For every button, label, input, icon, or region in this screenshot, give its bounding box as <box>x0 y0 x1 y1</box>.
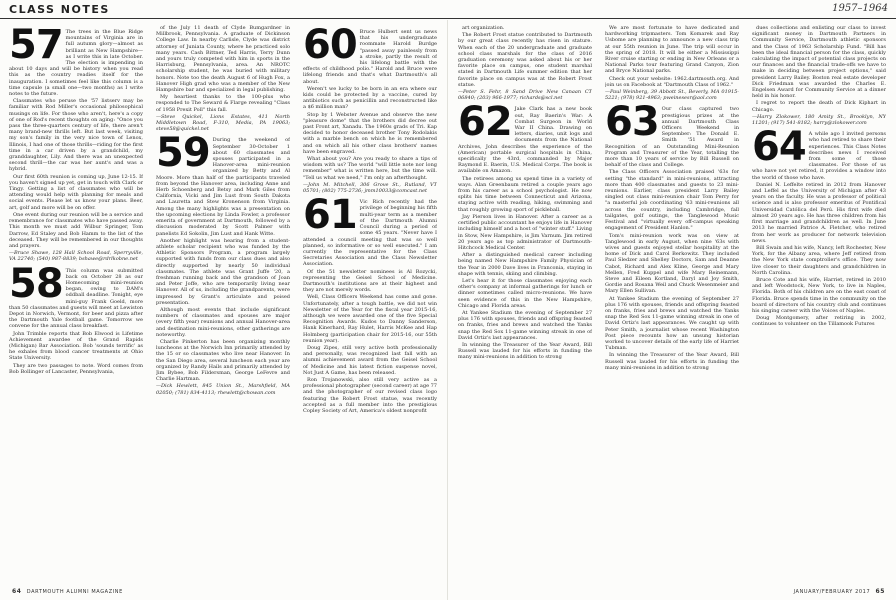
paragraph: dues collections and enlisting our class to invest significant money in Dartmouth Partners in Community Service, Dartmouth athletic sponsors and the Class of 1963 Scholarship Fund. "Bill has been the ideal financial person for the class, quickly calculating the impact of potential class projects on our finances and the financial trade-offs we have to make in deciding between project options," said president Larry Bailey. Boston real estate developer Dick Friedman was awarded the Charles E. Engelsen Award for Community Service at a dinner held in his honor. <box>752 25 886 100</box>
paragraph: After a distinguished medical career including being named New Hampshire Family Physician of the Year in 2000 Dave lives in Franconia, staying in shape with tennis, skiing and climbing. <box>458 252 592 277</box>
right-column-2 <box>605 25 739 582</box>
paragraph: Check out your website: 1962.dartmouth.org. And join us on Facebook at "Dartmouth Class of 1962." <box>605 75 739 88</box>
class-year-number: 59 <box>156 130 210 177</box>
paragraph: Doug Montgomery, after retiring in 2002, continues to volunteer on the Tillamook Futures <box>752 315 886 328</box>
header-rule <box>0 18 896 19</box>
paragraph: Weren't we lucky to be born in an era where our kids could be protected by a vaccine, cured by antibiotics such as penicillin and reconstructed like a $6 million man? <box>303 85 437 111</box>
class-secretary-signature: —Harry Zlokower, 180 Amity St., Brooklyn, NY 11201; (917) 541-8182; harry@zlokower.com <box>752 113 886 127</box>
class-secretary-signature: —Paul Weinberg, 39 Abbott St., Beverly, MA 01915-5221; (978) 921-4963; pweinesesr@aol.com <box>605 89 739 102</box>
left-page-number: 64 <box>12 588 22 595</box>
paragraph: Stop by 1 Webster Avenue and observe the new "pleasure dome" that the brothers did decree out past Front art, Xanadu. The 1960s grads of Tri. Kap decided to honor deceased brother Tony Rodolakis with a marble bench on which he is remembered and on which all his other class brothers' names have been engraved. <box>303 111 437 155</box>
paragraph: The Class Officers Association praised '63s for setting "the standard" in mini-reunions, attracting more than 400 classmates and guests to 23 mini-reunions. Earlier, class president Larry Bailey singled out class mini-reunion chair Tom Perry for "a masterful job coordinating '63 mini-reunions all across the country, including Cambridge, fall tailgates, golf outings, the Tanglewood Music Festival and "virtually every off-campus speaking engagement of President Hanlon." <box>605 169 739 232</box>
paragraph: Tom's mini-reunion work was on view at Tanglewood in early August, when nine '63s with wives and guests enjoyed stellar hospitality at the home of Dick and Carol Berkowitz. They included Paul Sledzer and Shelley Doctors, Sam and Deanne Cabot, Richard and Alex Kline, George and Mary Mellen, Fred Kuppel and wife Mary Reinemann, Steve and Eileen Kortland, Daryl and Joy Smith, Gordie and Rosana Weil and Chuck Wesenmeier and Mary Ellen Sullivan. <box>605 232 739 295</box>
class-year-number: 57 <box>9 25 63 68</box>
class-entry <box>303 25 437 85</box>
paragraph: One event during our reunion will be a service and remembrance for classmates who have passed away. This month we must add Wilbur Springer, Tom Darrow, Ed Staley and Bob Hamm to the list of the deceased. They will be remembered in our thoughts and prayers. <box>9 211 143 249</box>
paragraph: Ron Trojanowski, also still very active as a professional photographer (second career) at age 77 and the photographer of our revised class logo featuring the Robert Frost statue, was recently accepted as a full member into the prestigious Copley Society of Art, America's oldest nonprofit <box>303 376 437 414</box>
issue-date: JANUARY/FEBRUARY 2017 <box>793 589 871 595</box>
class-secretary-signature: —Steve Quickel, Lions Estates, 411 North Middletown Road, F-310, Media, PA 19063; steve58@quickel.net <box>156 113 290 133</box>
paragraph: Our first 60th reunion is coming up, June 12-15. If you haven't signed up yet, get in touch with Clark or Tingy. Getting a list of classmates who will be attending would help with planning for meals and social events. Please let us know your plans. Beer, art, golf and more will be on offer. <box>9 173 143 211</box>
class-entry <box>9 260 143 330</box>
page-gutter <box>447 20 448 600</box>
entry-text: The trees in the Blue Ridge mountains of Virginia are in full autumn glory—almost as brilliant as New Hampshire—as I write this in late October. The election is impending in about 10 days and will be history when you read this as the country readies itself for the inauguration. I sometimes feel like this column is a time capsule (a small one—two months) as I write notes to the future. <box>9 29 143 98</box>
publication-name: DARTMOUTH ALUMNI MAGAZINE <box>26 589 123 595</box>
class-year-number: 61 <box>303 192 357 239</box>
left-column-2 <box>156 25 290 582</box>
class-entry <box>156 130 290 237</box>
paragraph: Of the 51 newsletter nominees is Al Rozycki, representing the Geisel School of Medicine. Dartmouth's institutions are at their highest and they are not merely words. <box>303 268 437 294</box>
paragraph: Jay Pierson lives in Hanover. After a career as a certified public accountant he enjoys life in Hanover including himself and a host of "winter stuff." Living in Stow, New Hampshire, is Jim Varnum. Jim retired 20 years ago as top administrator of Dartmouth-Hitchcock Medical Center. <box>458 213 592 251</box>
paragraph: Charlie Pinkerton has been organizing monthly luncheons at the Norwich Inn primarily attended by the 15 or so classmates who live near Hanover. In the San Diego area, several luncheon each year are organized by Randy Hails and primarily attended by Jim Bybee, Bob Fildersman, George LeFevre and Charlie Hartman. <box>156 338 290 383</box>
class-entry <box>458 99 592 175</box>
right-page-number: 65 <box>875 588 885 595</box>
class-entry <box>605 99 739 169</box>
right-column-1 <box>458 25 592 582</box>
class-secretary-signature: —John M. Mitchell, 306 Grove St., Rutland, VT 05701; (802) 775-2736; jmm10033@comcast.net <box>303 181 437 195</box>
paragraph: What about you? Are you ready to share a tips of wisdom with us? The world "will little note nor long remember" what is written here, but the time will. "Tell us what we need," I'm only an afterthought. <box>303 156 437 181</box>
left-column-1 <box>9 25 143 582</box>
paragraph: We are most fortunate to have dedicated and hardworking tripmasters. Tom Komarek and Ray Usbome are planning to announce a new class trip at our 55th reunion in June. The trip will occur in the spring of 2018. It will be either a Mississippi River cruise starting or ending in New Orleans or a National Parks tour featuring Grand Canyon, Zion and Bryce National parks. <box>605 25 739 75</box>
paragraph: They are two passages to note. Word comes from Bob Bollinger of Lancaster, Pennsylvania, <box>9 362 143 375</box>
footer-left <box>9 588 123 595</box>
left-page <box>9 25 438 582</box>
class-year-number: 58 <box>9 260 63 307</box>
class-entry <box>752 124 886 181</box>
class-year-number: 60 <box>303 25 357 68</box>
class-entry <box>9 25 143 98</box>
class-years-range: 1957–1964 <box>832 3 888 14</box>
entry-text: Our class captured two prestigious prizes at the annual Dartmouth Class Officers Weekend in September: The Donald E. Smith '51 Award in Recognition of an Outstanding Mini-Reunion Program and Treasurer of the Year, totalling the more than 10 years of service by Bill Russell on behalf of the class and College. <box>605 106 739 169</box>
paragraph: At Yankee Stadium the evening of September 27 plus 176 with spouses, friends and offspring feasted on franks, fries and brews and watched the Yanks snap the Red Sox 11-game winning streak in one of David Ortiz's last appearances. We caught up with Peter Smith, a journalist whose recent Washington Post piece recounts how an unsung historian worked to uncover details of the early life of Harriet Tubman. <box>605 295 739 352</box>
entry-text: Jake Clark has a new book out, Ray Baerin's War: A Combat Surgeon in World War II China. Drawing on letters, diaries, unit logs and documents from the National Archives, John describes the experience of the (American) portable surgical hospitals in China, specifically the 43rd, commanded by Major Raymond E. Baerin, U.S. Medical Corps. The book is available on Amazon. <box>458 106 592 175</box>
class-year-number: 64 <box>752 124 806 171</box>
class-entry <box>303 192 437 268</box>
paragraph: My heartiest thanks to the 100-plus who responded to The Seward & Flarge revealing "Class of 1958 Prexit Poll" this fall. <box>156 94 290 113</box>
left-column-3 <box>303 25 437 582</box>
paragraph: of the July 11 death of Clyde Bumgardner in Millbrook, Pennsylvania. A graduate of Dickinson College Law. In nearby Carlisle, Clyde was district attorney of Juniata County, where he practiced solo many years. Cash Bittner, Ted Harris, Terry Dunn and yours truly competed with him in sports in the Harrisburg, Pennsylvania, area. An NROTC scholarship student, he was buried with military honors. Note too the death August 6 of Hugh Fox, a Hanover High grad who was a member of the New Hampshire bar and specialized in legal publishing. <box>156 25 290 94</box>
paragraph: John Trimble reports that Bob Elwood is Lifetime Achievement awardee of the Grand Rapids (Michigan) Bar Association. Bob 'sounds terrific' as he exhales from blood cancer treatments at Ohio State University. <box>9 330 143 362</box>
right-column-3 <box>752 25 886 582</box>
paragraph: Although most events that include significant numbers of classmates and spouses are major (every fifth year) reunions and annual Hanover-area and destination mini-reunions, other gatherings are noteworthy. <box>156 306 290 338</box>
entry-text: This column was submitted back on October 28 as our Homecoming mini-reunion began, owing to DAM's oddball deadline. Tonight, eye mini-guy Frank Goeld, more than 50 classmates and guests will meet at Lewiston Depot in Norwich, Vermont, for beer and pizza after the Dartmouth Yale football game. Tomorrow we convene for the annual class breakfast. <box>9 267 143 330</box>
paragraph: Doug Zipes, still very active both professionally and personally, was recognized last fall with an alumni achievement award from the Geisel School of Medicine and his latest fiction suspense novel, Not Just A Game, has been released. <box>303 344 437 376</box>
paragraph: Daniel N. Leffelte retired in 2012 from Hanover and Leffel as the University of Michigan after 43 years on the faculty. He was a professor of political science and is also professor emeritus of Pontifical Universidad Católica del Perú. His first wife died almost 20 years ago. He has three children from his first marriage and grandchildren as well. In June 2013 he married Patrice A. Fletcher, who retired from her work as producer for network television news. <box>752 181 886 244</box>
page-footer <box>0 586 896 600</box>
paragraph: In winning the Treasurer of the Year Award, Bill Russell was lauded for his efforts in funding the many mini-reunions in addition to strong <box>605 352 739 371</box>
footer-right <box>794 588 888 595</box>
right-page <box>458 25 887 582</box>
paragraph: At Yankee Stadium the evening of September 27 plus 176 with spouses, friends and offspring feasted on franks, fries and brews and watched the Yanks snap the Red Sox 11-game winning streak in one of David Ortiz's last appearances. <box>458 309 592 341</box>
class-secretary-signature: —Bruce Shawe, 128 Hall School Road, Sperryville, VA 22740; (540) 987-8839; bshawe@rdrlkobne.net <box>9 250 143 263</box>
paragraph: The retirees among us spend time in a variety of ways. Alan Greenbaum retired a couple years ago from his career as a school psychologist. He now splits his time between Connecticut and Arizona, staying active with reading, hiking, swimming and that roughly growing sport of pickleball. <box>458 175 592 213</box>
class-year-number: 62 <box>458 99 512 146</box>
class-secretary-signature: —Peter S. Fehr, 8 Sand Drive New Canaan CT 06840; (203) 966-1977; richards@scl.net <box>458 89 592 102</box>
paragraph: Another highlight was hearing from a student-athlete scholar recipient who was funded by the Athletic Sponsors Program, a program largely supported with funds from our class dues and also directly supported by nearly 50 individual classmates. The athlete was Grant Juffe '20, a freshman running back and the grandson of Joan and Peter Joffe, who are temporarily living near Hanover. All of us, including the grandparents, were impressed by Grant's articulate and poised presentation. <box>156 237 290 306</box>
entry-text: Bruce Hulbert sent us news that his undergraduate roommate Harold Burdge "passed away painlessly from a stroke, partly the result of his lifelong battle with the effects of childhood polio." Harold and Bruce were lifelong friends and that's what Dartmouth's all about. <box>303 29 437 85</box>
page-header <box>0 0 896 18</box>
paragraph: In winning the Treasurer of the Year Award, Bill Russell was lauded for his efforts in funding the many mini-reunions in addition to strong <box>458 341 592 361</box>
paragraph: Classmates who peruse the '57 listserv may be familiar with Rod Miller's occasional philosophical musings on life. For those who aren't, here's a copy of one of Rod's recent thoughts on aging: "Once you pass the three-quarters century of life, there aren't many brand-new thrills left. But last week, visiting my son's family in the very nice town of Lenox, Illinois, I had one of those thrills—riding for the first time in a car driven by a grandchild, my granddaughter, Lily. And there was an unexpected second thrill—the car was her aunt's and was a hybrid. <box>9 98 143 173</box>
entry-text: A while ago I invited persons who had retired to share their experiences. This Class Notes describes news I received from some of those classmates. For those of us who have not yet retired, it provides a window into the world of those who have. <box>752 131 886 181</box>
entry-text: Vic Rich recently had the privilege of beginning his fifth multi-year term as a member of the Dartmouth Alumni Council during a period of some 45 years. "Never have I attended a council meeting that was so well planned, so informative or so well executed." I am currently the representative for the Class Secretaries Association and the Class Newsletter Association. <box>303 199 437 268</box>
paragraph: Bruce Cote and his wife, Harriet, retired in 2010 and left Woodstock, New York, to live in Naples, Florida. Both of his children are on the east coast of Florida. Bruce spends time in the community on the board of directors of his country club and continues his singing career with the Voices of Naples. <box>752 276 886 314</box>
section-title: CLASS NOTES <box>9 3 110 16</box>
class-secretary-signature: —Dick Hewlett, 845 Union St., Marshfield, MA 02050; (781) 834-4113; rhewlett@chowan.com <box>156 383 290 396</box>
entry-text: During the weekend of September 30-October 1 about 60 classmates and spouses participated in a Hanover-area mini-reunion organized by Betty and Al Moore. More than half of the participants traveled from beyond the Hanover area, including Anne and Herb Schoenberg and Betsy and Mark Giles from California, Vicki and Jim Lust from South Dakota and Lauretta and Stew Kronenson from Virginia. Among the many highlights was a presentation on the upcoming elections by Linda Fowler, a professor emerita of government at Dartmouth, followed by a discussion moderated by Scott Palmer with panelists Ed Sokolin, Jim Lust and Hank Witte. <box>156 137 290 237</box>
paragraph: The Robert Frost statue contributed to Dartmouth by our great class recently has risen in stature. When each of the 20 undergraduate and graduate school class marshals for the class of 2016 graduation ceremony was asked about his or her favorite place on campus, one student marshal stated in Dartmouth Life summer edition that her favorite place on campus was at the Robert Frost statue. <box>458 32 592 88</box>
paragraph: I regret to report the death of Dick Kiphart in Chicago. <box>752 100 886 113</box>
paragraph: Bill Swain and his wife, Nancy, left Rochester, New York, for the Albany area, where Jeff retired from the New York state comptroller's office. They now live closer to their daughters and grandchildren in North Carolina. <box>752 244 886 276</box>
class-year-number: 63 <box>605 99 659 146</box>
paragraph: Well, Class Officers Weekend has come and gone. Unfortunately, after a tough battle, we did not win Newsletter of the Year for the fiscal year 2015-16, although we were awarded one of the five Special Recognition Awards. Kudos to Danny Sanderson, Hank Kinerhard, Ray Hulet, Harris McKee and Hap Holmberg (participation chair for 2015-16, our 55th reunion year). <box>303 294 437 344</box>
paragraph: Let's hear it for those classmates enjoying each other's company at informal gatherings for lunch or dinner sometimes called micro-reunions. We have seen evidence of this in the New Hampshire, Chicago and Florida areas. <box>458 277 592 309</box>
paragraph: art organization. <box>462 25 505 31</box>
